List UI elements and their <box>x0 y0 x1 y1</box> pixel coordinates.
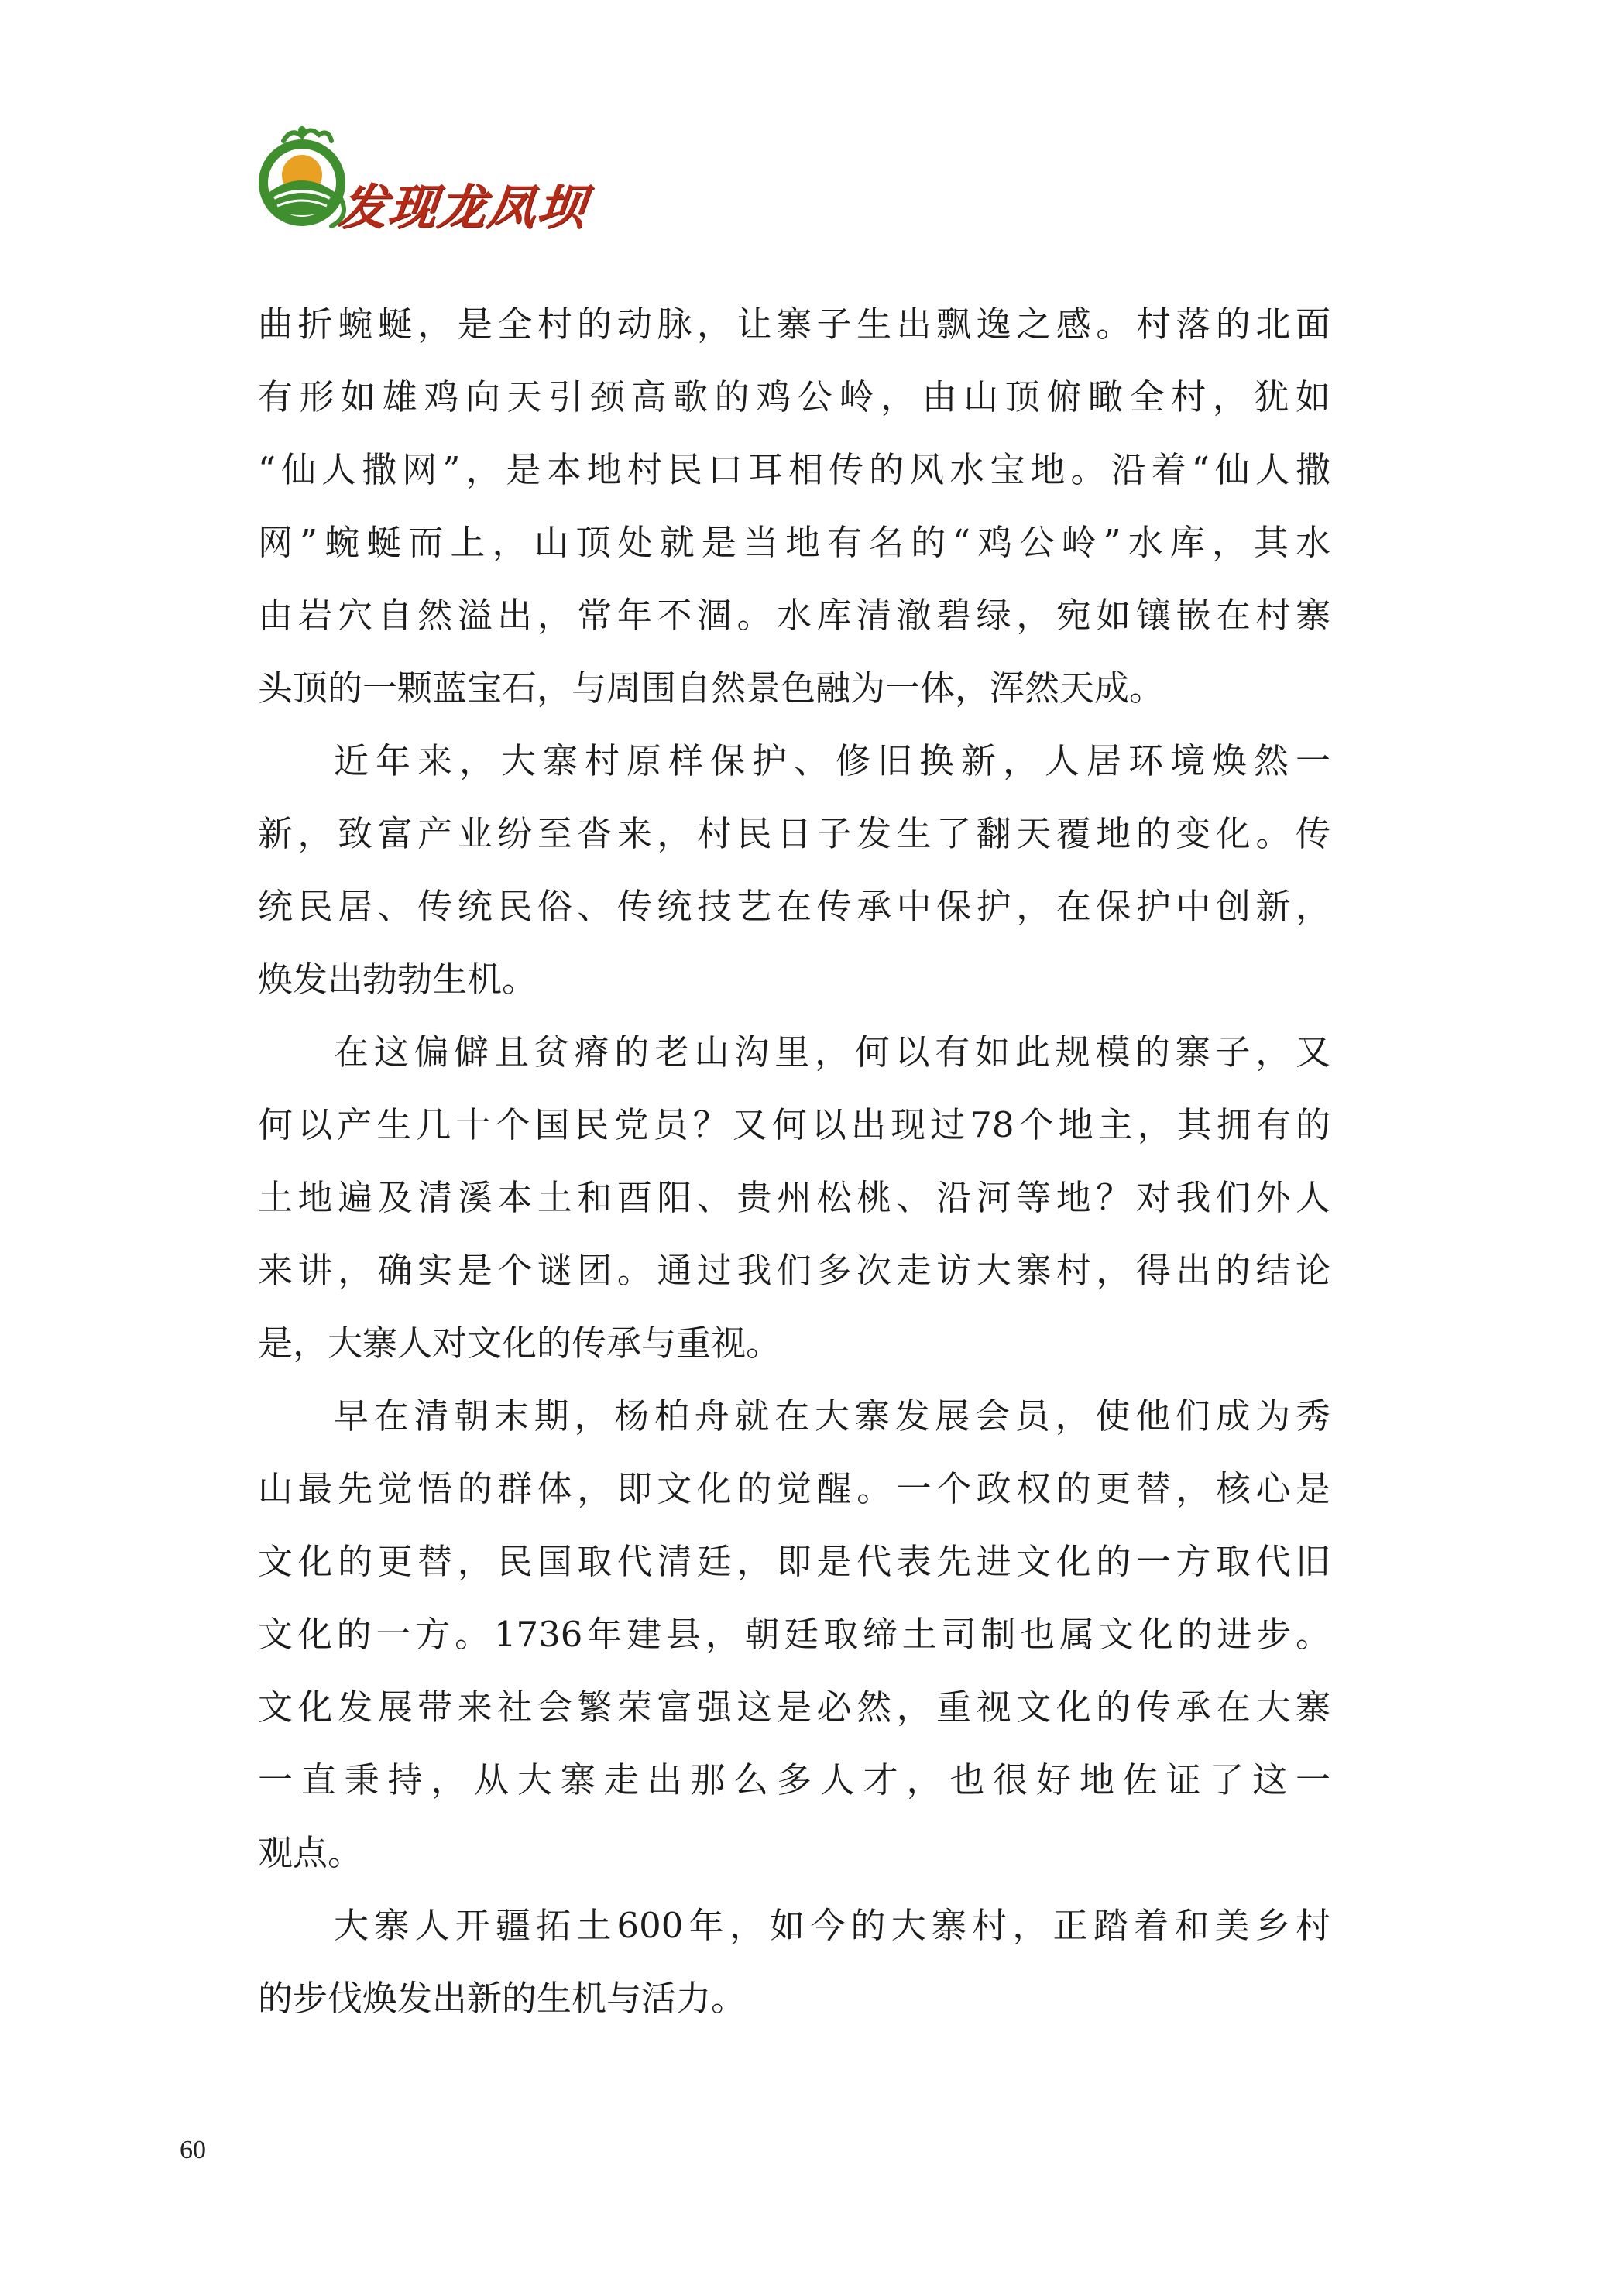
publication-title: 发现龙凤坝 <box>335 179 590 235</box>
text-line: 一直秉持，从大寨走出那么多人才，也很好地佐证了这一 <box>258 1759 1330 1800</box>
paragraph-first-line: 在这偏僻且贫瘠的老山沟里，何以有如此规模的寨子，又 <box>334 1031 1330 1072</box>
text-line: 文化发展带来社会繁荣富强这是必然，重视文化的传承在大寨 <box>258 1687 1330 1728</box>
paragraph-first-line: 近年来，大寨村原样保护、修旧换新，人居环境焕然一 <box>334 740 1330 781</box>
page-header <box>254 124 688 248</box>
text-line: 由岩穴自然溢出，常年不涸。水库清澈碧绿，宛如镶嵌在村寨 <box>258 595 1330 636</box>
article-body <box>258 288 1330 2035</box>
text-line: 新，致富产业纷至沓来，村民日子发生了翻天覆地的变化。传 <box>258 813 1330 854</box>
text-line: 焕发出勃勃生机。 <box>258 959 537 1000</box>
text-line: 土地遍及清溪本土和酉阳、贵州松桃、沿河等地？对我们外人 <box>258 1177 1330 1218</box>
page-number: 60 <box>180 2136 206 2164</box>
text-line: 观点。 <box>258 1832 363 1873</box>
text-line: 统民居、传统民俗、传统技艺在传承中保护，在保护中创新， <box>258 886 1330 927</box>
paragraph-first-line: 早在清朝末期，杨柏舟就在大寨发展会员，使他们成为秀 <box>334 1395 1330 1436</box>
text-line: 的步伐焕发出新的生机与活力。 <box>258 1978 747 2019</box>
text-line: 有形如雄鸡向天引颈高歌的鸡公岭，由山顶俯瞰全村，犹如 <box>258 376 1330 417</box>
text-line: 文化的更替，民国取代清廷，即是代表先进文化的一方取代旧 <box>258 1541 1330 1582</box>
text-line: 头顶的一颗蓝宝石，与周围自然景色融为一体，浑然天成。 <box>258 668 1165 709</box>
text-line: 网”蜿蜒而上，山顶处就是当地有名的“鸡公岭”水库，其水 <box>258 522 1330 563</box>
text-line: “仙人撒网”，是本地村民口耳相传的风水宝地。沿着“仙人撒 <box>258 449 1330 490</box>
text-line: 文化的一方。1736年建县，朝廷取缔土司制也属文化的进步。 <box>258 1614 1330 1655</box>
text-line: 山最先觉悟的群体，即文化的觉醒。一个政权的更替，核心是 <box>258 1468 1330 1509</box>
text-line: 何以产生几十个国民党员？又何以出现过78个地主，其拥有的 <box>258 1104 1330 1145</box>
text-line: 是，大寨人对文化的传承与重视。 <box>258 1323 781 1364</box>
text-line: 来讲，确实是个谜团。通过我们多次走访大寨村，得出的结论 <box>258 1250 1330 1291</box>
paragraph-first-line: 大寨人开疆拓土600年，如今的大寨村，正踏着和美乡村 <box>334 1905 1330 1946</box>
text-line: 曲折蜿蜒，是全村的动脉，让寨子生出飘逸之感。村落的北面 <box>258 304 1330 345</box>
